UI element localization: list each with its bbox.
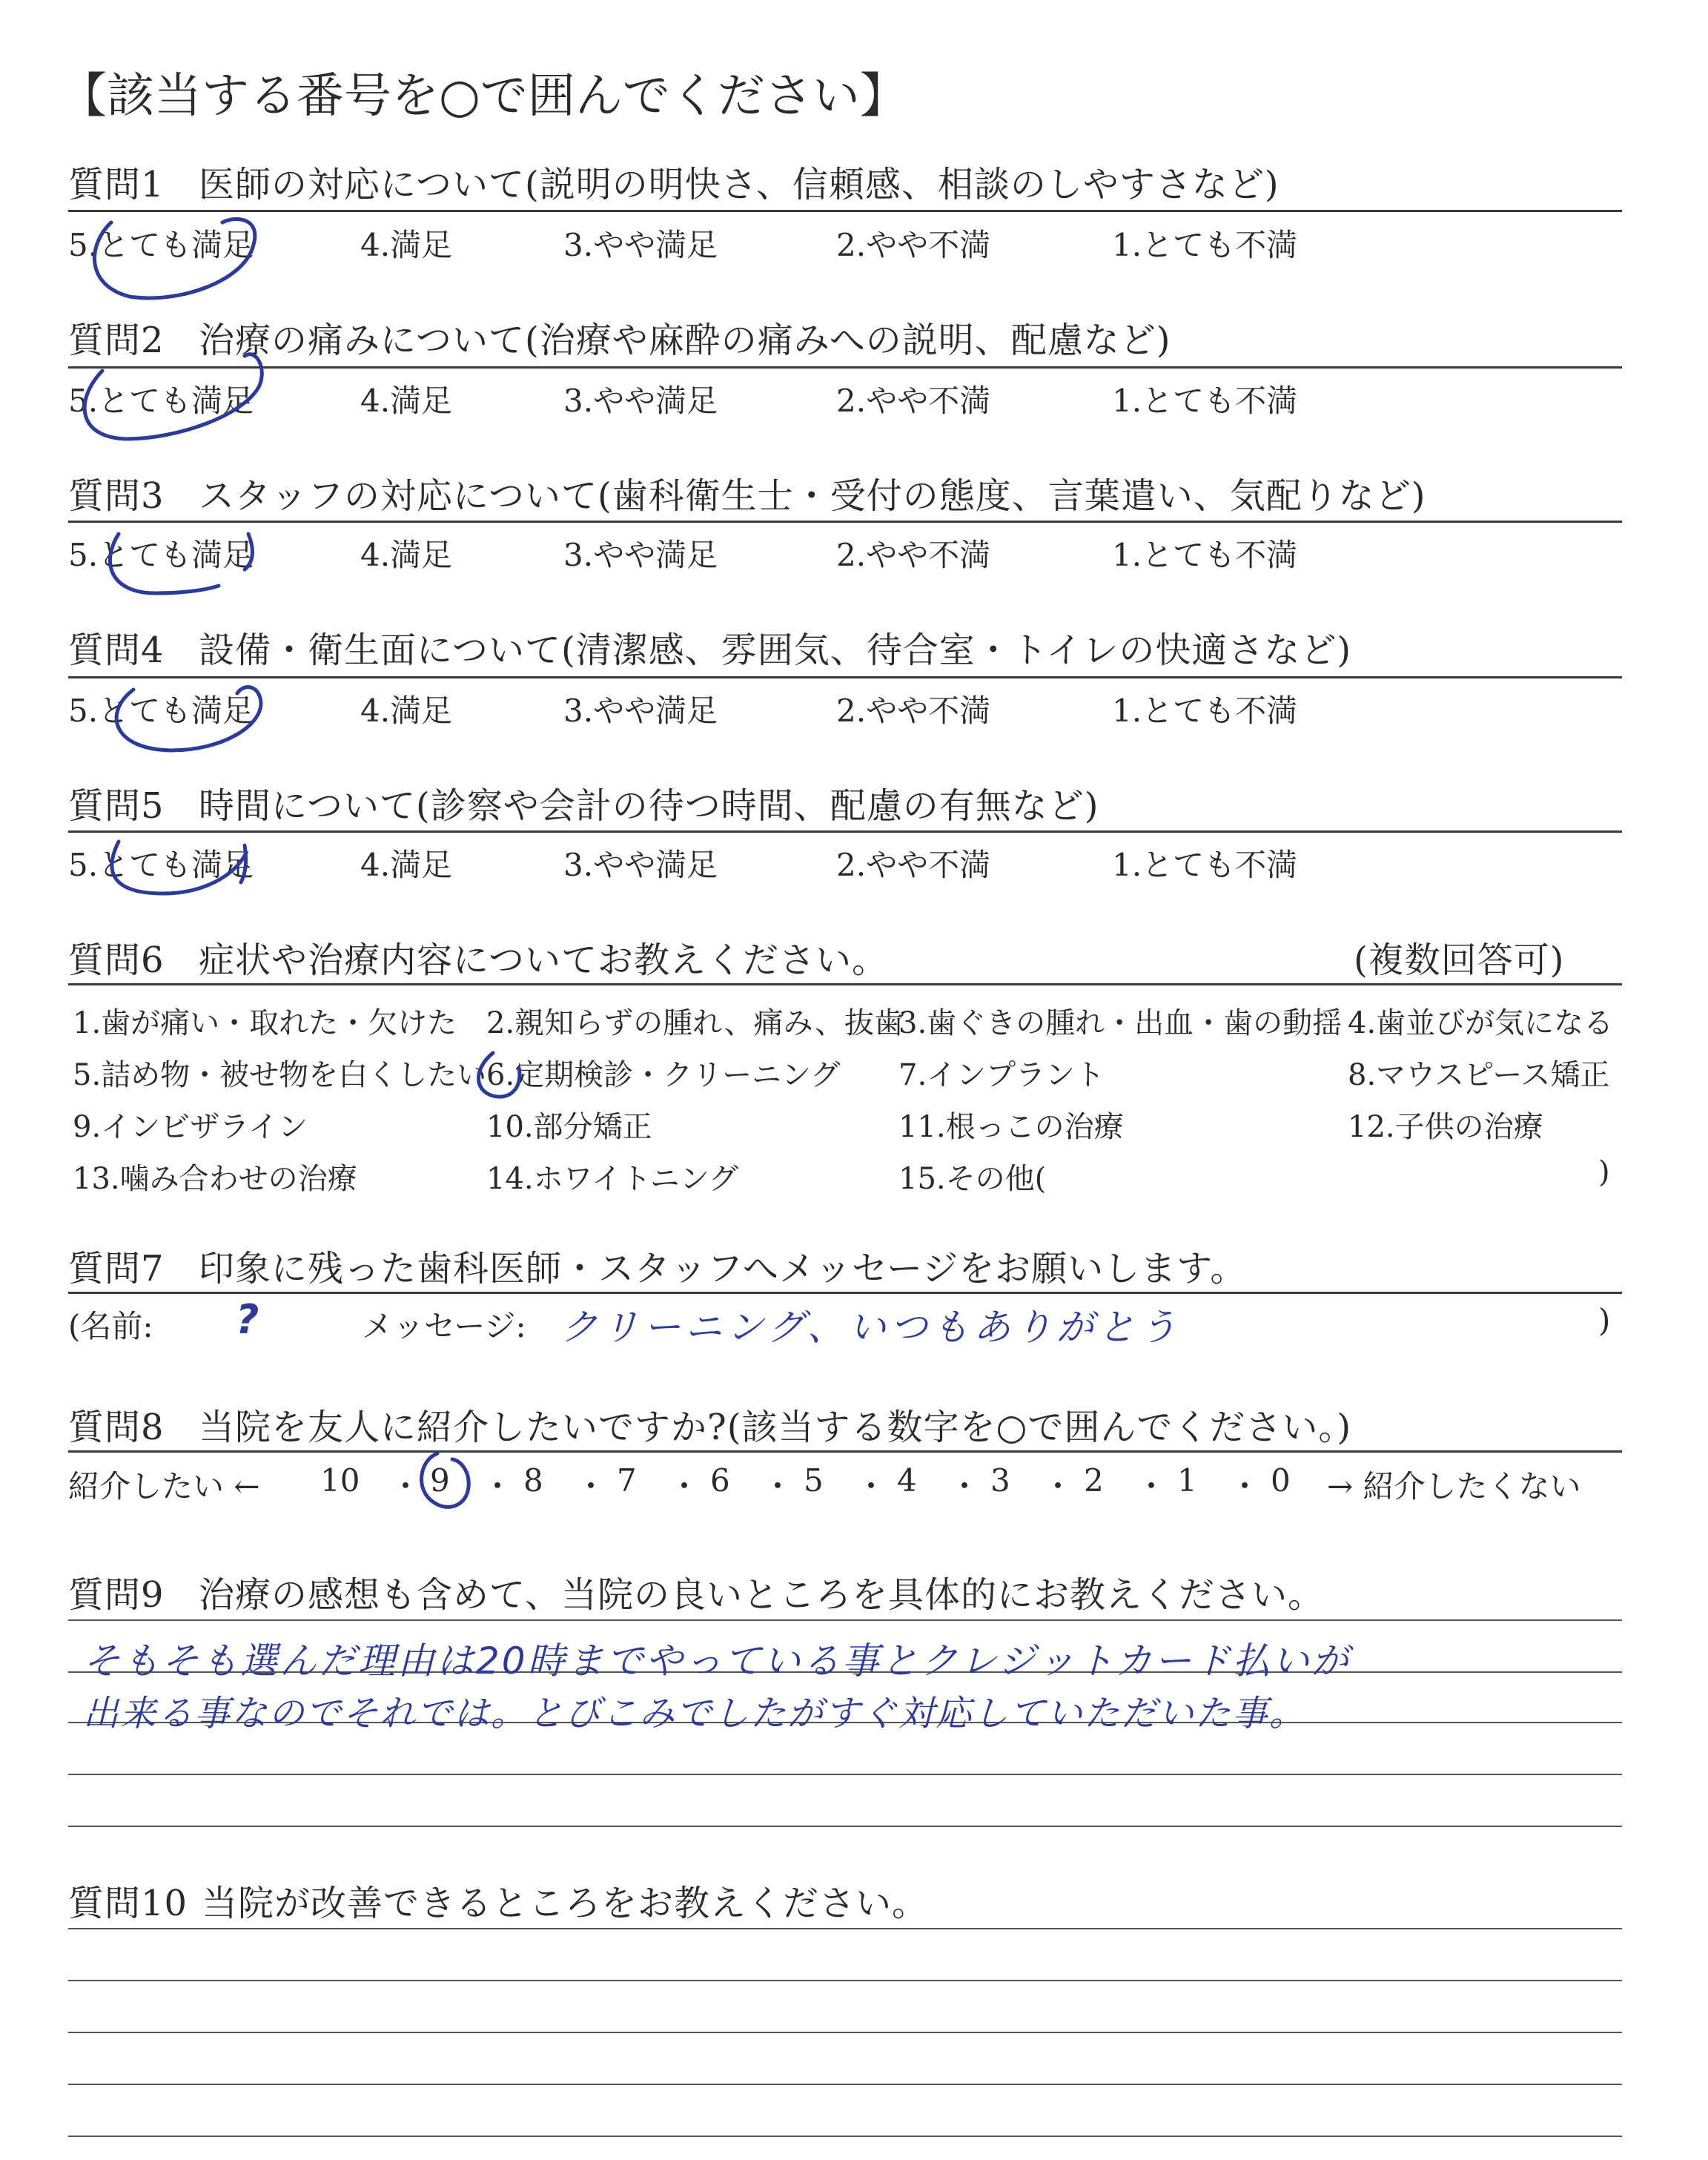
scale-sep: ・ <box>762 1468 794 1505</box>
question-8-text: 当院を友人に紹介したいですか?(該当する数字を○で囲んでください。) <box>199 1407 1352 1448</box>
q6-option-8[interactable]: 8.マウスピース矯正 <box>1348 1058 1610 1092</box>
scale-1[interactable]: 1 <box>1177 1462 1197 1499</box>
q9-rule <box>68 1826 1622 1827</box>
scale-3[interactable]: 3 <box>990 1462 1010 1499</box>
q2-option-2[interactable]: 2.やや不満 <box>836 383 991 419</box>
q10-rule <box>68 1980 1622 1981</box>
question-3-rule <box>68 521 1622 523</box>
q6-option-9[interactable]: 9.インビザライン <box>73 1110 308 1144</box>
q6-option-4[interactable]: 4.歯並びが気になる <box>1348 1006 1614 1040</box>
q2-option-5[interactable]: 5.とても満足 <box>68 383 254 419</box>
scale-6[interactable]: 6 <box>710 1462 730 1499</box>
q6-other-close: ) <box>1598 1155 1610 1189</box>
question-7-rule <box>68 1292 1622 1294</box>
scale-2[interactable]: 2 <box>1084 1462 1104 1499</box>
q6-option-1[interactable]: 1.歯が痛い・取れた・欠けた <box>73 1006 457 1040</box>
question-4-label: 質問4 <box>68 630 165 671</box>
question-8-rule <box>68 1450 1622 1453</box>
q9-answer-line-2[interactable]: 出来る事なのでそれでは。とびこみでしたがすぐ対応していただいた事。 <box>83 1693 1307 1734</box>
q9-answer-line-1[interactable]: そもそも選んだ理由は20時までやっている事とクレジットカード払いが <box>83 1639 1351 1682</box>
message-field[interactable]: クリーニング、いつもありがとう <box>560 1306 1181 1349</box>
scale-sep: ・ <box>949 1468 981 1505</box>
q1-option-3[interactable]: 3.やや満足 <box>563 227 718 263</box>
q5-option-2[interactable]: 2.やや不満 <box>836 847 991 883</box>
q10-rule <box>68 2032 1622 2033</box>
q2-option-4[interactable]: 4.満足 <box>360 383 453 419</box>
question-7-text: 印象に残った歯科医師・スタッフへメッセージをお願いします。 <box>199 1248 1247 1289</box>
question-3-text: スタッフの対応について(歯科衛生士・受付の態度、言葉遣い、気配りなど) <box>199 475 1426 517</box>
question-1-text: 医師の対応について(説明の明快さ、信頼感、相談のしやすさなど) <box>199 164 1280 205</box>
q1-option-2[interactable]: 2.やや不満 <box>836 227 991 263</box>
question-10-label: 質問10 <box>68 1883 188 1924</box>
scale-5[interactable]: 5 <box>804 1462 824 1499</box>
scale-8[interactable]: 8 <box>523 1462 543 1499</box>
q6-option-10[interactable]: 10.部分矯正 <box>486 1110 652 1144</box>
q4-option-4[interactable]: 4.満足 <box>360 693 453 729</box>
question-6-text: 症状や治療内容についてお教えください。 <box>199 939 889 981</box>
scale-10[interactable]: 10 <box>320 1462 360 1499</box>
q6-option-3[interactable]: 3.歯ぐきの腫れ・出血・歯の動揺 <box>898 1006 1343 1040</box>
q4-option-3[interactable]: 3.やや満足 <box>563 693 718 729</box>
question-4-rule <box>68 676 1622 678</box>
q9-rule <box>68 1619 1622 1621</box>
scale-4[interactable]: 4 <box>897 1462 917 1499</box>
recommend-right-label: → 紹介したくない <box>1327 1468 1581 1505</box>
q4-option-1[interactable]: 1.とても不満 <box>1112 693 1298 729</box>
question-10-text: 当院が改善できるところをお教えください。 <box>202 1883 929 1924</box>
q4-option-2[interactable]: 2.やや不満 <box>836 693 991 729</box>
q5-option-5[interactable]: 5.とても満足 <box>68 847 254 883</box>
q9-rule <box>68 1774 1622 1775</box>
question-8-label: 質問8 <box>68 1407 165 1448</box>
scale-sep: ・ <box>1136 1468 1168 1505</box>
q1-option-5[interactable]: 5.とても満足 <box>68 227 254 263</box>
q2-option-1[interactable]: 1.とても不満 <box>1112 383 1298 419</box>
q10-rule <box>68 2084 1622 2085</box>
scale-sep: ・ <box>1042 1468 1074 1505</box>
question-6-rule <box>68 983 1622 985</box>
q5-option-1[interactable]: 1.とても不満 <box>1112 847 1298 883</box>
q3-option-5[interactable]: 5.とても満足 <box>68 537 254 573</box>
question-2-text: 治療の痛みについて(治療や麻酔の痛みへの説明、配慮など) <box>199 320 1171 361</box>
question-6-note: (複数回答可) <box>1354 939 1565 981</box>
q5-option-4[interactable]: 4.満足 <box>360 847 453 883</box>
message-label: メッセージ: <box>362 1308 526 1344</box>
q6-option-12[interactable]: 12.子供の治療 <box>1348 1110 1543 1144</box>
question-4-text: 設備・衛生面について(清潔感、雰囲気、待合室・トイレの快適さなど) <box>199 630 1352 671</box>
question-9-text: 治療の感想も含めて、当院の良いところを具体的にお教えください。 <box>199 1574 1325 1616</box>
question-9-label: 質問9 <box>68 1574 165 1616</box>
q6-option-7[interactable]: 7.インプラント <box>898 1058 1105 1092</box>
scale-0[interactable]: 0 <box>1271 1462 1291 1499</box>
q5-option-3[interactable]: 3.やや満足 <box>563 847 718 883</box>
q6-option-6[interactable]: 6.定期検診・クリーニング <box>486 1058 841 1092</box>
scale-7[interactable]: 7 <box>617 1462 637 1499</box>
question-5-label: 質問5 <box>68 785 165 827</box>
question-5-text: 時間について(診察や会計の待つ時間、配慮の有無など) <box>199 785 1099 827</box>
q3-option-2[interactable]: 2.やや不満 <box>836 537 991 573</box>
question-1-label: 質問1 <box>68 164 165 205</box>
q3-option-1[interactable]: 1.とても不満 <box>1112 537 1298 573</box>
question-1-rule <box>68 210 1622 212</box>
name-label: (名前: <box>68 1308 153 1344</box>
page-title: 【該当する番号を○で囲んでください】 <box>59 69 907 124</box>
q2-option-3[interactable]: 3.やや満足 <box>563 383 718 419</box>
q3-option-3[interactable]: 3.やや満足 <box>563 537 718 573</box>
name-field[interactable]: ? <box>236 1296 259 1343</box>
q6-option-13[interactable]: 13.噛み合わせの治療 <box>73 1162 357 1196</box>
q10-rule <box>68 1928 1622 1929</box>
scale-sep: ・ <box>482 1468 514 1505</box>
question-5-rule <box>68 830 1622 833</box>
question-3-label: 質問3 <box>68 475 165 517</box>
q6-option-11[interactable]: 11.根っこの治療 <box>898 1110 1124 1144</box>
q6-option-2[interactable]: 2.親知らずの腫れ、痛み、抜歯 <box>486 1006 904 1040</box>
scale-sep: ・ <box>575 1468 607 1505</box>
q1-option-4[interactable]: 4.満足 <box>360 227 453 263</box>
scale-sep: ・ <box>390 1468 422 1505</box>
q1-option-1[interactable]: 1.とても不満 <box>1112 227 1298 263</box>
q6-option-14[interactable]: 14.ホワイトニング <box>486 1162 739 1196</box>
scale-sep: ・ <box>1229 1468 1261 1505</box>
q4-option-5[interactable]: 5.とても満足 <box>68 693 254 729</box>
message-close: ) <box>1598 1302 1611 1338</box>
recommend-left-label: 紹介したい ← <box>68 1468 260 1505</box>
q10-rule <box>68 2136 1622 2137</box>
q3-option-4[interactable]: 4.満足 <box>360 537 453 573</box>
scale-9[interactable]: 9 <box>430 1462 450 1499</box>
question-2-rule <box>68 366 1622 369</box>
q6-option-5[interactable]: 5.詰め物・被せ物を白くしたい <box>73 1058 487 1092</box>
question-7-label: 質問7 <box>68 1248 165 1289</box>
q6-option-15[interactable]: 15.その他( <box>898 1162 1047 1196</box>
question-6-label: 質問6 <box>68 939 165 981</box>
scale-sep: ・ <box>855 1468 887 1505</box>
question-2-label: 質問2 <box>68 320 165 361</box>
scale-sep: ・ <box>669 1468 701 1505</box>
